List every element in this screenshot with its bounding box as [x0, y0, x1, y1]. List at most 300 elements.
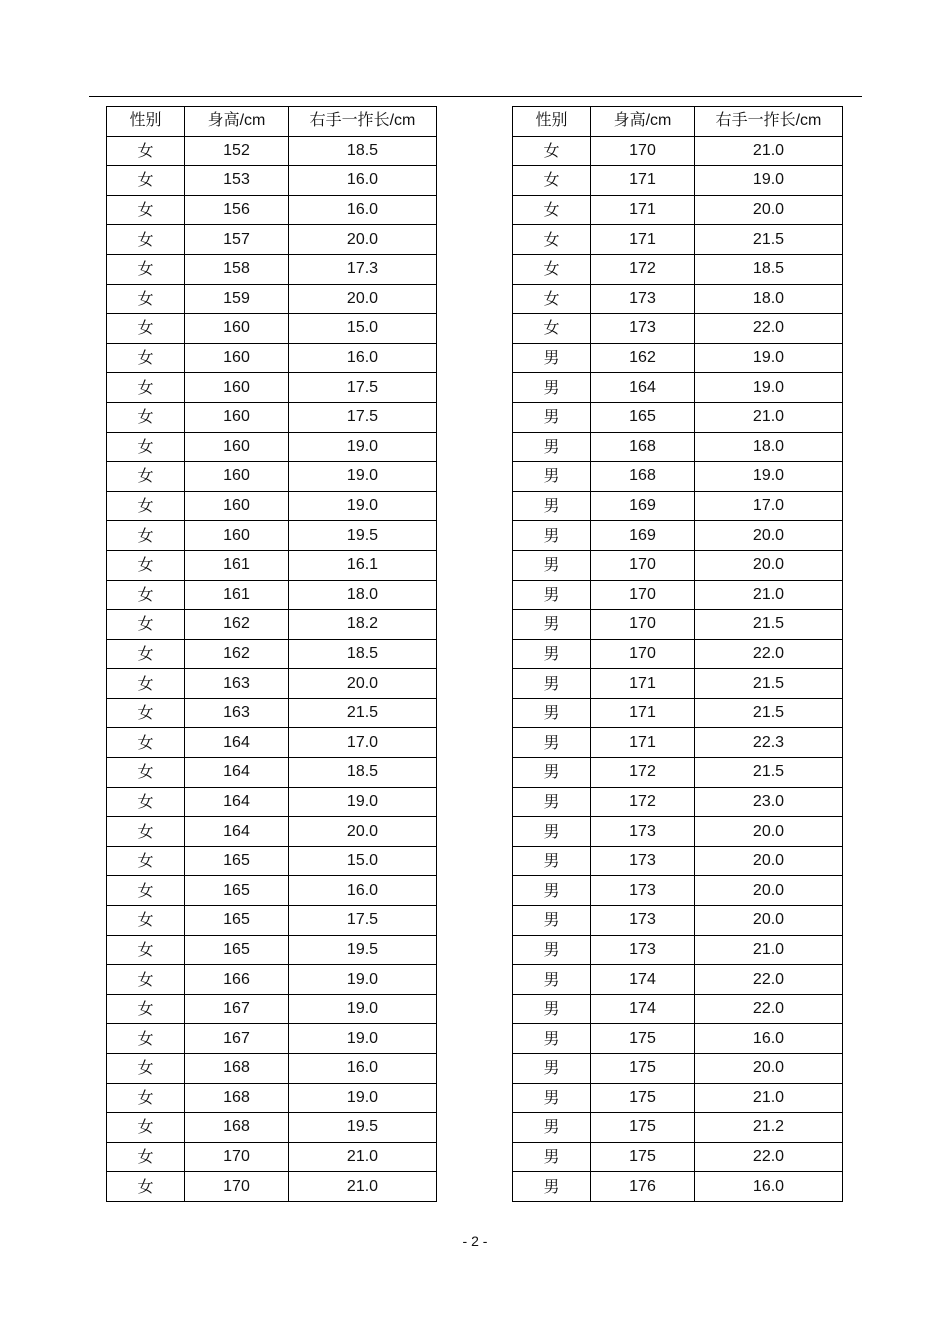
- span-cell: 20.0: [289, 669, 437, 699]
- span-cell: 21.0: [695, 935, 843, 965]
- table-row: [107, 491, 437, 521]
- span-cell: 19.0: [289, 965, 437, 995]
- span-cell: 16.0: [289, 195, 437, 225]
- height-cell: 174: [591, 965, 695, 995]
- span-cell: 19.0: [695, 373, 843, 403]
- height-cell: 169: [591, 491, 695, 521]
- gender-cell: 女: [513, 225, 591, 255]
- height-cell: 165: [185, 876, 289, 906]
- gender-cell: 男: [513, 521, 591, 551]
- gender-cell: 男: [513, 876, 591, 906]
- height-cell: 172: [591, 787, 695, 817]
- table-row: [107, 462, 437, 492]
- table-row: [107, 728, 437, 758]
- table-row: [107, 698, 437, 728]
- height-cell: 175: [591, 1024, 695, 1054]
- table-header-row: [513, 107, 843, 137]
- height-cell: 170: [591, 136, 695, 166]
- table-row: [107, 758, 437, 788]
- gender-cell: 女: [107, 787, 185, 817]
- table-row: [107, 580, 437, 610]
- gender-cell: 女: [107, 817, 185, 847]
- span-cell: 16.0: [289, 343, 437, 373]
- height-cell: 162: [591, 343, 695, 373]
- height-cell: 167: [185, 1024, 289, 1054]
- table-header-row: [107, 107, 437, 137]
- gender-cell: 男: [513, 787, 591, 817]
- gender-cell: 男: [513, 432, 591, 462]
- span-cell: 20.0: [695, 1054, 843, 1084]
- height-cell: 170: [591, 580, 695, 610]
- height-cell: 167: [185, 994, 289, 1024]
- height-cell: 168: [185, 1083, 289, 1113]
- height-cell: 158: [185, 254, 289, 284]
- span-cell: 15.0: [289, 314, 437, 344]
- table-row: [107, 195, 437, 225]
- height-cell: 163: [185, 698, 289, 728]
- height-cell: 160: [185, 402, 289, 432]
- height-cell: 171: [591, 728, 695, 758]
- gender-cell: 女: [107, 195, 185, 225]
- span-cell: 16.0: [289, 1054, 437, 1084]
- span-cell: 16.1: [289, 550, 437, 580]
- span-cell: 18.0: [289, 580, 437, 610]
- table-row: [513, 343, 843, 373]
- column-header-height: 身高/cm: [185, 107, 289, 137]
- height-cell: 175: [591, 1113, 695, 1143]
- span-cell: 19.0: [289, 994, 437, 1024]
- gender-cell: 女: [513, 136, 591, 166]
- table-row: [107, 965, 437, 995]
- gender-cell: 女: [107, 1172, 185, 1202]
- span-cell: 21.0: [695, 402, 843, 432]
- gender-cell: 男: [513, 758, 591, 788]
- span-cell: 21.2: [695, 1113, 843, 1143]
- height-cell: 168: [185, 1054, 289, 1084]
- table-body-right: [513, 136, 843, 1201]
- table-row: [107, 225, 437, 255]
- gender-cell: 女: [513, 254, 591, 284]
- table-row: [513, 166, 843, 196]
- height-cell: 175: [591, 1142, 695, 1172]
- gender-cell: 男: [513, 610, 591, 640]
- table-row: [513, 462, 843, 492]
- data-table-right: [512, 106, 843, 1202]
- span-cell: 19.0: [289, 491, 437, 521]
- gender-cell: 女: [513, 195, 591, 225]
- span-cell: 22.0: [695, 965, 843, 995]
- table-row: [513, 846, 843, 876]
- table-row: [107, 314, 437, 344]
- gender-cell: 女: [107, 254, 185, 284]
- gender-cell: 女: [107, 728, 185, 758]
- span-cell: 22.0: [695, 639, 843, 669]
- gender-cell: 女: [107, 1024, 185, 1054]
- span-cell: 21.5: [695, 758, 843, 788]
- span-cell: 17.5: [289, 373, 437, 403]
- table-row: [107, 1083, 437, 1113]
- height-cell: 173: [591, 876, 695, 906]
- table-row: [513, 225, 843, 255]
- table-row: [513, 669, 843, 699]
- page-number: - 2 -: [462, 1233, 488, 1249]
- height-cell: 168: [591, 432, 695, 462]
- span-cell: 22.0: [695, 314, 843, 344]
- gender-cell: 女: [513, 314, 591, 344]
- height-cell: 173: [591, 314, 695, 344]
- span-cell: 18.2: [289, 610, 437, 640]
- gender-cell: 男: [513, 728, 591, 758]
- table-row: [107, 846, 437, 876]
- gender-cell: 女: [107, 373, 185, 403]
- span-cell: 17.0: [695, 491, 843, 521]
- span-cell: 19.0: [289, 462, 437, 492]
- height-cell: 173: [591, 817, 695, 847]
- height-cell: 160: [185, 432, 289, 462]
- height-cell: 175: [591, 1054, 695, 1084]
- gender-cell: 女: [107, 521, 185, 551]
- gender-cell: 男: [513, 1083, 591, 1113]
- column-header-height: 身高/cm: [591, 107, 695, 137]
- gender-cell: 女: [107, 580, 185, 610]
- span-cell: 15.0: [289, 846, 437, 876]
- gender-cell: 女: [107, 610, 185, 640]
- gender-cell: 女: [107, 1113, 185, 1143]
- gender-cell: 男: [513, 1113, 591, 1143]
- table-row: [513, 906, 843, 936]
- gender-cell: 男: [513, 550, 591, 580]
- span-cell: 17.3: [289, 254, 437, 284]
- height-cell: 160: [185, 343, 289, 373]
- gender-cell: 男: [513, 1024, 591, 1054]
- table-row: [513, 1083, 843, 1113]
- span-cell: 21.5: [289, 698, 437, 728]
- span-cell: 21.0: [289, 1172, 437, 1202]
- table-row: [107, 254, 437, 284]
- gender-cell: 女: [107, 491, 185, 521]
- gender-cell: 女: [513, 284, 591, 314]
- height-cell: 164: [591, 373, 695, 403]
- gender-cell: 男: [513, 491, 591, 521]
- height-cell: 172: [591, 254, 695, 284]
- table-row: [513, 1113, 843, 1143]
- table-row: [107, 432, 437, 462]
- table-row: [107, 876, 437, 906]
- gender-cell: 男: [513, 639, 591, 669]
- gender-cell: 女: [107, 136, 185, 166]
- height-cell: 164: [185, 787, 289, 817]
- table-row: [513, 580, 843, 610]
- table-row: [107, 1054, 437, 1084]
- gender-cell: 女: [107, 846, 185, 876]
- gender-cell: 女: [107, 906, 185, 936]
- height-cell: 176: [591, 1172, 695, 1202]
- span-cell: 21.0: [695, 1083, 843, 1113]
- height-cell: 170: [591, 550, 695, 580]
- height-cell: 169: [591, 521, 695, 551]
- height-cell: 166: [185, 965, 289, 995]
- gender-cell: 男: [513, 580, 591, 610]
- span-cell: 19.5: [289, 521, 437, 551]
- table-row: [513, 1054, 843, 1084]
- span-cell: 18.5: [289, 758, 437, 788]
- span-cell: 21.5: [695, 669, 843, 699]
- table-row: [513, 787, 843, 817]
- height-cell: 161: [185, 580, 289, 610]
- span-cell: 21.5: [695, 225, 843, 255]
- table-row: [513, 550, 843, 580]
- data-table-left: [106, 106, 437, 1202]
- span-cell: 21.0: [695, 580, 843, 610]
- table-row: [107, 787, 437, 817]
- span-cell: 21.0: [289, 1142, 437, 1172]
- height-cell: 160: [185, 521, 289, 551]
- gender-cell: 男: [513, 373, 591, 403]
- height-cell: 162: [185, 639, 289, 669]
- span-cell: 18.5: [289, 639, 437, 669]
- table-row: [107, 1142, 437, 1172]
- span-cell: 20.0: [289, 284, 437, 314]
- gender-cell: 女: [107, 343, 185, 373]
- table-row: [107, 284, 437, 314]
- gender-cell: 男: [513, 669, 591, 699]
- gender-cell: 女: [107, 994, 185, 1024]
- span-cell: 19.0: [695, 166, 843, 196]
- span-cell: 19.0: [695, 462, 843, 492]
- height-cell: 165: [185, 935, 289, 965]
- table-row: [513, 402, 843, 432]
- table-row: [107, 1172, 437, 1202]
- table-row: [513, 521, 843, 551]
- height-cell: 164: [185, 817, 289, 847]
- table-row: [107, 610, 437, 640]
- span-cell: 20.0: [695, 817, 843, 847]
- gender-cell: 女: [107, 669, 185, 699]
- height-cell: 170: [185, 1142, 289, 1172]
- span-cell: 17.5: [289, 402, 437, 432]
- gender-cell: 女: [107, 166, 185, 196]
- table-row: [513, 1024, 843, 1054]
- span-cell: 19.0: [289, 787, 437, 817]
- height-cell: 152: [185, 136, 289, 166]
- gender-cell: 女: [107, 1083, 185, 1113]
- height-cell: 173: [591, 846, 695, 876]
- table-row: [107, 935, 437, 965]
- height-cell: 162: [185, 610, 289, 640]
- table-row: [513, 876, 843, 906]
- span-cell: 20.0: [695, 550, 843, 580]
- gender-cell: 男: [513, 402, 591, 432]
- height-cell: 163: [185, 669, 289, 699]
- table-row: [513, 1142, 843, 1172]
- gender-cell: 女: [107, 1142, 185, 1172]
- table-row: [107, 639, 437, 669]
- height-cell: 173: [591, 906, 695, 936]
- height-cell: 156: [185, 195, 289, 225]
- height-cell: 172: [591, 758, 695, 788]
- gender-cell: 男: [513, 906, 591, 936]
- span-cell: 17.0: [289, 728, 437, 758]
- table-row: [513, 639, 843, 669]
- table-row: [107, 1113, 437, 1143]
- gender-cell: 女: [107, 639, 185, 669]
- table-row: [513, 610, 843, 640]
- span-cell: 20.0: [695, 876, 843, 906]
- gender-cell: 女: [107, 935, 185, 965]
- gender-cell: 男: [513, 343, 591, 373]
- span-cell: 22.3: [695, 728, 843, 758]
- gender-cell: 男: [513, 965, 591, 995]
- height-cell: 171: [591, 195, 695, 225]
- gender-cell: 女: [107, 698, 185, 728]
- span-cell: 18.0: [695, 432, 843, 462]
- span-cell: 22.0: [695, 994, 843, 1024]
- gender-cell: 男: [513, 994, 591, 1024]
- gender-cell: 男: [513, 935, 591, 965]
- height-cell: 171: [591, 669, 695, 699]
- height-cell: 160: [185, 462, 289, 492]
- table-row: [513, 284, 843, 314]
- gender-cell: 女: [107, 550, 185, 580]
- span-cell: 19.0: [289, 1024, 437, 1054]
- height-cell: 175: [591, 1083, 695, 1113]
- height-cell: 153: [185, 166, 289, 196]
- span-cell: 19.5: [289, 935, 437, 965]
- table-row: [513, 136, 843, 166]
- gender-cell: 女: [513, 166, 591, 196]
- span-cell: 16.0: [695, 1172, 843, 1202]
- table-row: [513, 935, 843, 965]
- table-row: [107, 373, 437, 403]
- gender-cell: 男: [513, 817, 591, 847]
- span-cell: 20.0: [289, 225, 437, 255]
- span-cell: 19.0: [289, 432, 437, 462]
- span-cell: 20.0: [695, 521, 843, 551]
- gender-cell: 男: [513, 1142, 591, 1172]
- height-cell: 173: [591, 284, 695, 314]
- table-row: [107, 343, 437, 373]
- table-row: [107, 402, 437, 432]
- table-row: [513, 994, 843, 1024]
- height-cell: 170: [591, 639, 695, 669]
- table-row: [107, 669, 437, 699]
- height-cell: 170: [591, 610, 695, 640]
- height-cell: 170: [185, 1172, 289, 1202]
- gender-cell: 女: [107, 965, 185, 995]
- table-row: [513, 728, 843, 758]
- height-cell: 160: [185, 314, 289, 344]
- table-body-left: [107, 136, 437, 1201]
- height-cell: 157: [185, 225, 289, 255]
- height-cell: 168: [591, 462, 695, 492]
- span-cell: 19.5: [289, 1113, 437, 1143]
- gender-cell: 男: [513, 698, 591, 728]
- height-cell: 168: [185, 1113, 289, 1143]
- span-cell: 21.0: [695, 136, 843, 166]
- gender-cell: 男: [513, 1054, 591, 1084]
- height-cell: 171: [591, 698, 695, 728]
- span-cell: 18.5: [695, 254, 843, 284]
- span-cell: 18.0: [695, 284, 843, 314]
- span-cell: 20.0: [695, 906, 843, 936]
- column-header-gender: 性别: [513, 107, 591, 137]
- gender-cell: 男: [513, 462, 591, 492]
- table-row: [513, 965, 843, 995]
- column-header-gender: 性别: [107, 107, 185, 137]
- gender-cell: 女: [107, 225, 185, 255]
- table-row: [513, 373, 843, 403]
- gender-cell: 女: [107, 284, 185, 314]
- span-cell: 18.5: [289, 136, 437, 166]
- span-cell: 16.0: [695, 1024, 843, 1054]
- height-cell: 165: [185, 906, 289, 936]
- span-cell: 20.0: [289, 817, 437, 847]
- column-header-span: 右手一拃长/cm: [695, 107, 843, 137]
- table-row: [513, 491, 843, 521]
- table-row: [513, 254, 843, 284]
- height-cell: 164: [185, 758, 289, 788]
- height-cell: 165: [185, 846, 289, 876]
- gender-cell: 女: [107, 876, 185, 906]
- span-cell: 21.5: [695, 610, 843, 640]
- height-cell: 161: [185, 550, 289, 580]
- gender-cell: 女: [107, 402, 185, 432]
- height-cell: 173: [591, 935, 695, 965]
- table-row: [513, 1172, 843, 1202]
- height-cell: 160: [185, 373, 289, 403]
- gender-cell: 男: [513, 1172, 591, 1202]
- height-cell: 159: [185, 284, 289, 314]
- table-row: [107, 136, 437, 166]
- height-cell: 164: [185, 728, 289, 758]
- height-cell: 165: [591, 402, 695, 432]
- table-row: [107, 994, 437, 1024]
- table-row: [107, 166, 437, 196]
- table-row: [513, 817, 843, 847]
- table-row: [107, 521, 437, 551]
- span-cell: 19.0: [695, 343, 843, 373]
- table-row: [513, 314, 843, 344]
- height-cell: 160: [185, 491, 289, 521]
- table-row: [513, 195, 843, 225]
- table-row: [107, 550, 437, 580]
- span-cell: 17.5: [289, 906, 437, 936]
- table-row: [107, 817, 437, 847]
- span-cell: 16.0: [289, 876, 437, 906]
- gender-cell: 女: [107, 758, 185, 788]
- span-cell: 20.0: [695, 195, 843, 225]
- span-cell: 19.0: [289, 1083, 437, 1113]
- table-row: [107, 906, 437, 936]
- gender-cell: 女: [107, 314, 185, 344]
- table-row: [107, 1024, 437, 1054]
- gender-cell: 女: [107, 462, 185, 492]
- height-cell: 171: [591, 166, 695, 196]
- gender-cell: 女: [107, 1054, 185, 1084]
- gender-cell: 男: [513, 846, 591, 876]
- table-row: [513, 758, 843, 788]
- column-header-span: 右手一拃长/cm: [289, 107, 437, 137]
- gender-cell: 女: [107, 432, 185, 462]
- span-cell: 20.0: [695, 846, 843, 876]
- span-cell: 22.0: [695, 1142, 843, 1172]
- height-cell: 171: [591, 225, 695, 255]
- height-cell: 174: [591, 994, 695, 1024]
- span-cell: 16.0: [289, 166, 437, 196]
- table-row: [513, 432, 843, 462]
- header-rule: [89, 96, 862, 97]
- span-cell: 21.5: [695, 698, 843, 728]
